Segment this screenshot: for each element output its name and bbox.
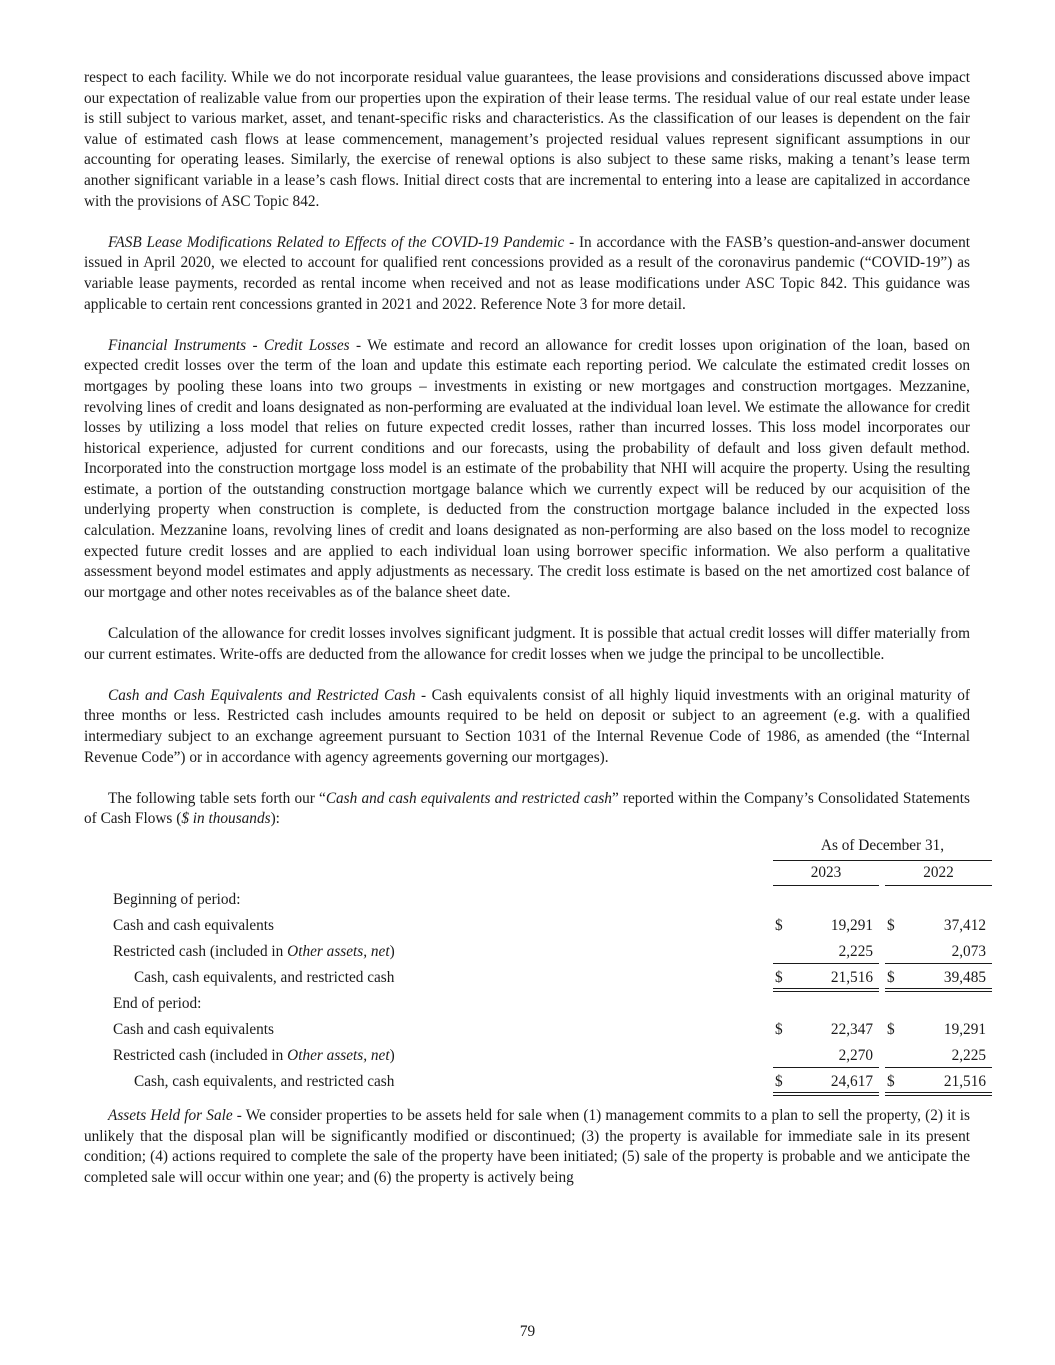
intro-italic-units: $ in thousands	[181, 810, 271, 828]
table-header-year-2023: 2023	[773, 861, 879, 886]
value-2023: 22,347	[830, 1020, 873, 1038]
table-header-year-2022: 2022	[885, 861, 992, 886]
label-text: Restricted cash (included in	[113, 1046, 288, 1064]
table-row	[84, 913, 992, 939]
paragraph-text: - In accordance with the FASB’s question-and-answer document issued in April 2020, we elected to account for qualified rent concessions provided as a result of the coronavirus pandemic (“COVID-19”) as variable lease payments, recorded as rental income when received and not as lease modifications under ASC Topic 842. This guidance was applicable to certain rent concessions granted in 2021 and 2022. Reference Note 3 for more detail.	[84, 233, 970, 313]
paragraph-text: - We estimate and record an allowance for credit losses upon origination of the loan, based on expected credit losses over the term of the loan and update this estimate each reporting period. We calculate the estimated credit losses on mortgages by pooling these loans into two groups – investments in existing or new mortgages and construction mortgages. Mezzanine, revolving lines of credit and loans designated as non-performing are evaluated at the individual loan level. We estimate the allowance for credit losses by utilizing a loss model that relies on future expected credit losses, rather than incurred losses. This loss model incorporates our historical experience, adjusted for current conditions and our forecasts, using the probability of default and loss given default method. Incorporated into the construction mortgage loss model is an estimate of the probability that NHI will acquire the property. Using the resulting estimate, a portion of the outstanding construction mortgage balance which we currently expect will be reduced by our acquisition of the underlying property when construction is complete, is deducted from the construction mortgage balance included in the expected loss calculation. Mezzanine loans, revolving lines of credit and loans designated as non-performing are also based on the loss model to recognize expected future credit losses and are applied to each individual loan using borrower specific information. We also perform a qualitative assessment beyond model estimates and apply adjustments as necessary. The credit loss estimate is based on the net amortized cost balance of our mortgage and other notes receivables as of the balance sheet date.	[84, 336, 970, 601]
currency-symbol: $	[887, 1072, 895, 1090]
document-page	[84, 68, 986, 1209]
table-row	[84, 1043, 992, 1069]
section-title: Financial Instruments - Credit Losses	[108, 336, 350, 354]
section-title: FASB Lease Modifications Related to Effects of the COVID-19 Pandemic	[108, 233, 565, 251]
value-2023: 2,270	[838, 1046, 873, 1064]
paragraph-text: Calculation of the allowance for credit losses involves significant judgment. It is possible that actual credit losses will differ materially from our current estimates. Write-offs are deducted from the allowance for credit losses when we judge the principal to be uncollectible.	[84, 625, 970, 663]
label-italic: Other assets, net	[287, 942, 390, 960]
currency-symbol: $	[775, 968, 783, 986]
paragraph-allowance-judgment	[84, 624, 970, 665]
label-text: Restricted cash (included in	[113, 942, 288, 960]
value-2023: 2,225	[838, 942, 873, 960]
table-header-as-of: As of December 31,	[773, 834, 992, 861]
currency-symbol: $	[887, 916, 895, 934]
cash-table	[84, 834, 986, 1090]
table-section-heading	[84, 991, 992, 1017]
currency-symbol: $	[887, 1020, 895, 1038]
table-row	[84, 939, 992, 965]
paragraph-table-intro	[84, 789, 970, 830]
value-2022: 2,225	[951, 1046, 986, 1064]
row-label: Cash and cash equivalents	[113, 916, 274, 934]
paragraph-credit-losses	[84, 336, 970, 604]
page-number: 79	[519, 1323, 536, 1340]
table-row-total	[84, 965, 992, 991]
row-label	[113, 939, 395, 965]
table-section-heading	[84, 887, 992, 913]
row-label	[113, 1043, 395, 1069]
section-title: Cash and Cash Equivalents and Restricted Cash	[108, 686, 416, 704]
row-label: Cash, cash equivalents, and restricted cash	[134, 968, 395, 986]
value-2022: 21,516	[943, 1072, 986, 1090]
intro-text: ):	[270, 810, 280, 828]
section-heading-label: Beginning of period:	[113, 890, 241, 908]
label-text: )	[389, 942, 395, 960]
table-row	[84, 1017, 992, 1043]
currency-symbol: $	[775, 916, 783, 934]
paragraph-text: respect to each facility. While we do not incorporate residual value guarantees, the lease provisions and considerations discussed above impact our expectation of realizable value from our properties upon the expiration of their lease terms. The residual value of our real estate under lease is still subject to various market, asset, and tenant-specific risks and characteristics. As the classification of our leases is dependent on the fair value of estimated cash flows at lease commencement, management’s projected residual values represent significant assumptions in our accounting for operating leases. Similarly, the exercise of renewal options is also subject to these same risks, making a tenant’s lease term another significant variable in a lease’s cash flows. Initial direct costs that are incremental to entering into a lease are capitalized in accordance with the provisions of ASC Topic 842.	[84, 69, 970, 210]
paragraph-covid-lease-modifications	[84, 233, 970, 315]
row-label: Cash, cash equivalents, and restricted cash	[134, 1072, 395, 1090]
value-2022: 19,291	[943, 1020, 986, 1038]
section-title: Assets Held for Sale	[108, 1106, 233, 1124]
paragraph-text: - Cash equivalents consist of all highly liquid investments with an original maturity of three months or less. Restricted cash includes amounts required to be held on deposit or subject to an agreement (e.g. with a qualified intermediary subject to an exchange agreement pursuant to Section 1031 of the Internal Revenue Code of 1986, as amended (the “Internal Revenue Code”) or in accordance with agency agreements governing our mortgages).	[84, 686, 970, 766]
value-2023: 19,291	[830, 916, 873, 934]
currency-symbol: $	[775, 1020, 783, 1038]
row-label: Cash and cash equivalents	[113, 1020, 274, 1038]
value-2022: 2,073	[951, 942, 986, 960]
paragraph-cash-equivalents	[84, 686, 970, 768]
section-heading-label: End of period:	[113, 994, 202, 1012]
intro-italic-term: Cash and cash equivalents and restricted cash	[325, 789, 612, 807]
currency-symbol: $	[887, 968, 895, 986]
paragraph-text: - We consider properties to be assets held for sale when (1) management commits to a plan to sell the property, (2) it is unlikely that the disposal plan will be significantly modified or discontinued; (3) the property is available for immediate sale in its present condition; (4) actions required to complete the sale of the property have been initiated; (5) sale of the property is probable and we anticipate the completed sale will occur within one year; and (6) the property is actively being	[84, 1106, 971, 1186]
intro-text: The following table sets forth our “	[108, 789, 326, 807]
paragraph-assets-held-for-sale	[84, 1106, 970, 1188]
label-text: )	[389, 1046, 395, 1064]
value-2023: 21,516	[830, 968, 873, 986]
value-2022: 39,485	[943, 968, 986, 986]
value-2022: 37,412	[943, 916, 986, 934]
intro-text: ” reported within the Company’s Consolidated Statements of Cash Flows (	[84, 789, 970, 828]
value-2023: 24,617	[830, 1072, 873, 1090]
table-row-total	[84, 1069, 992, 1095]
currency-symbol: $	[775, 1072, 783, 1090]
paragraph-residual-value	[84, 68, 970, 212]
label-italic: Other assets, net	[287, 1046, 390, 1064]
